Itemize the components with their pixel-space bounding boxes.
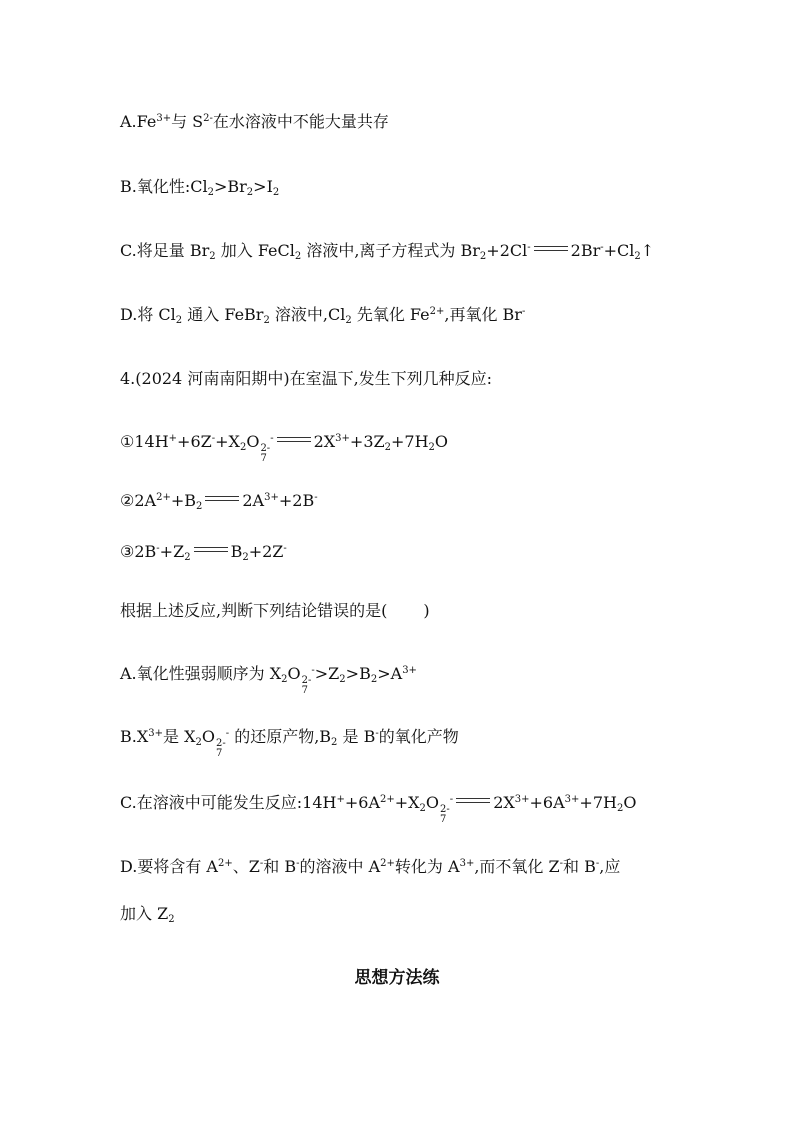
sup: 2- (260, 443, 271, 454)
sub: 2 (175, 315, 183, 326)
sup: 3+ (564, 794, 580, 805)
gas-arrow: ↑ (640, 241, 655, 260)
text: B.氧化性:Cl (120, 177, 208, 196)
text: +Cl (603, 241, 635, 260)
text: O (287, 664, 301, 683)
text: +2B (278, 491, 315, 510)
sup: - (559, 858, 564, 869)
reaction-1 (120, 432, 680, 464)
text: O (425, 793, 440, 812)
text: 在水溶液中不能大量共存 (212, 112, 389, 131)
ion-charge (440, 805, 450, 825)
sup: + (336, 794, 345, 805)
text: 溶液中,离子方程式为 Br (301, 241, 480, 260)
text: 2X (493, 793, 515, 812)
sub: 2 (209, 251, 216, 262)
sup: - (283, 543, 287, 554)
ion-charge (216, 739, 226, 759)
sub: 2 (195, 737, 202, 748)
sub: 2 (634, 251, 641, 262)
text: +3Z (349, 432, 385, 451)
sub: 2 (272, 187, 280, 198)
text: 2X (313, 432, 336, 451)
sub: 2 (384, 442, 391, 453)
sub: 7 (215, 748, 223, 759)
sup: 3+ (402, 665, 417, 676)
text: O (434, 432, 449, 451)
text: +B (170, 491, 196, 510)
text: ) (423, 601, 430, 620)
text: O (246, 432, 260, 451)
q4-option-d (120, 857, 680, 877)
text: ,应 (599, 857, 621, 876)
text: B (230, 542, 243, 561)
sup: 3+ (514, 794, 530, 805)
text: 的还原产物,B (229, 727, 332, 746)
sup: - (521, 306, 526, 317)
sup: 3+ (335, 433, 350, 444)
sub: 2 (479, 251, 487, 262)
text: 是 X (162, 727, 196, 746)
sup: - (259, 858, 264, 869)
sub: 2 (239, 442, 247, 453)
sub: 2 (184, 552, 191, 563)
text: 加入 FeCl (215, 241, 295, 260)
text: +7H (579, 793, 617, 812)
sup: 3+ (459, 858, 475, 869)
sub: 2 (263, 315, 270, 326)
text: ②2A (120, 491, 157, 510)
q4-option-d-cont (120, 904, 680, 924)
sub: 2 (428, 442, 435, 453)
sup: - (600, 242, 604, 253)
text: 先氧化 Fe (351, 305, 430, 324)
sup: 2- (440, 804, 450, 815)
ion-charge (260, 444, 270, 464)
sup: 2+ (218, 858, 233, 869)
sub: 2 (616, 803, 624, 814)
sup: - (270, 433, 274, 444)
sup: 3+ (148, 728, 163, 739)
sub: 2 (281, 674, 288, 685)
text: A.氧化性强弱顺序为 X (120, 664, 282, 683)
text: 、Z (232, 857, 260, 876)
sup: - (595, 858, 600, 869)
text: +6A (529, 793, 565, 812)
text: D.要将含有 A (120, 857, 218, 876)
text: 转化为 A (394, 857, 460, 876)
equals-sign-icon (456, 798, 490, 803)
sub: 2 (207, 187, 214, 198)
q4-option-b (120, 727, 680, 759)
sup: 2- (301, 675, 312, 686)
text: ,再氧化 Br (444, 305, 522, 324)
text: >B (345, 664, 371, 683)
sup: - (527, 242, 531, 253)
text: +2Z (248, 542, 284, 561)
text: +X (215, 432, 240, 451)
text: 的氧化产物 (378, 727, 459, 746)
text: D.将 Cl (120, 305, 176, 324)
sup: 2- (215, 738, 226, 749)
sub: 2 (246, 187, 254, 198)
sub: 2 (196, 501, 203, 512)
sup: - (314, 492, 318, 503)
sup: 3+ (156, 113, 172, 124)
sup: - (449, 794, 454, 805)
section-title: 思想方法练 (354, 968, 440, 988)
sup: 2+ (156, 492, 171, 503)
sub: 2 (331, 737, 338, 748)
sub: 7 (440, 814, 447, 825)
text: ①14H (120, 432, 169, 451)
text: ,而不氧化 Z (474, 857, 560, 876)
equals-sign-icon (194, 547, 228, 552)
ion-charge (302, 676, 312, 696)
equals-sign-icon (277, 437, 311, 442)
text: +2Cl (486, 241, 528, 260)
sup: 2+ (380, 794, 395, 805)
text: +6A (344, 793, 380, 812)
q3-option-a (120, 112, 680, 132)
text: +7H (390, 432, 429, 451)
text: A.Fe (120, 112, 157, 131)
text: 根据上述反应,判断下列结论错误的是( (120, 601, 388, 620)
text: C.将足量 Br (120, 241, 210, 260)
text: >I (253, 177, 273, 196)
sub: 2 (294, 251, 302, 262)
sup: - (225, 728, 230, 739)
text: +Z (159, 542, 185, 561)
sup: 2- (203, 113, 213, 124)
text: +X (394, 793, 420, 812)
sup: - (156, 543, 160, 554)
sub: 2 (242, 552, 249, 563)
sub: 7 (301, 685, 308, 696)
q3-option-c (120, 241, 680, 261)
sup: + (168, 433, 178, 444)
text: +6Z (177, 432, 212, 451)
q3-option-d (120, 305, 680, 325)
reaction-2 (120, 491, 680, 511)
text: O (201, 727, 215, 746)
equals-sign-icon (534, 246, 568, 251)
q3-option-b (120, 177, 680, 197)
text: 和 B (563, 857, 596, 876)
text: B.X (120, 727, 149, 746)
sub: 7 (260, 453, 267, 464)
question-number: 4.(2024 河南南阳期中) (120, 369, 290, 388)
q4-option-c (120, 793, 680, 825)
sub: 2 (370, 674, 378, 685)
text: 和 B (263, 857, 297, 876)
text: >Br (213, 177, 247, 196)
text: 与 S (171, 112, 204, 131)
sup: 2+ (380, 858, 395, 869)
q4-question (120, 601, 680, 621)
text: 是 B (337, 727, 376, 746)
text: 2A (242, 491, 265, 510)
sup: 3+ (264, 492, 279, 503)
text: O (623, 793, 637, 812)
reaction-3 (120, 542, 680, 562)
text: 2Br (570, 241, 601, 260)
q4-option-a (120, 664, 680, 696)
sup: - (375, 728, 379, 739)
q4-stem (120, 369, 680, 389)
text: ③2B (120, 542, 157, 561)
text: 加入 Z (120, 904, 169, 923)
sub: 2 (345, 315, 352, 326)
equals-sign-icon (205, 496, 239, 501)
sub: 2 (339, 674, 346, 685)
text: C.在溶液中可能发生反应:14H (120, 793, 337, 812)
sup: 2+ (429, 306, 445, 317)
text: 通入 FeBr (182, 305, 264, 324)
text: 在室温下,发生下列几种反应: (289, 369, 493, 388)
text: 的溶液中 A (299, 857, 381, 876)
sub: 2 (168, 914, 175, 925)
text: >A (377, 664, 403, 683)
text: 溶液中,Cl (269, 305, 346, 324)
sup: - (296, 858, 300, 869)
text: >Z (314, 664, 340, 683)
sub: 2 (419, 803, 426, 814)
sup: - (211, 433, 216, 444)
sup: - (311, 665, 315, 676)
